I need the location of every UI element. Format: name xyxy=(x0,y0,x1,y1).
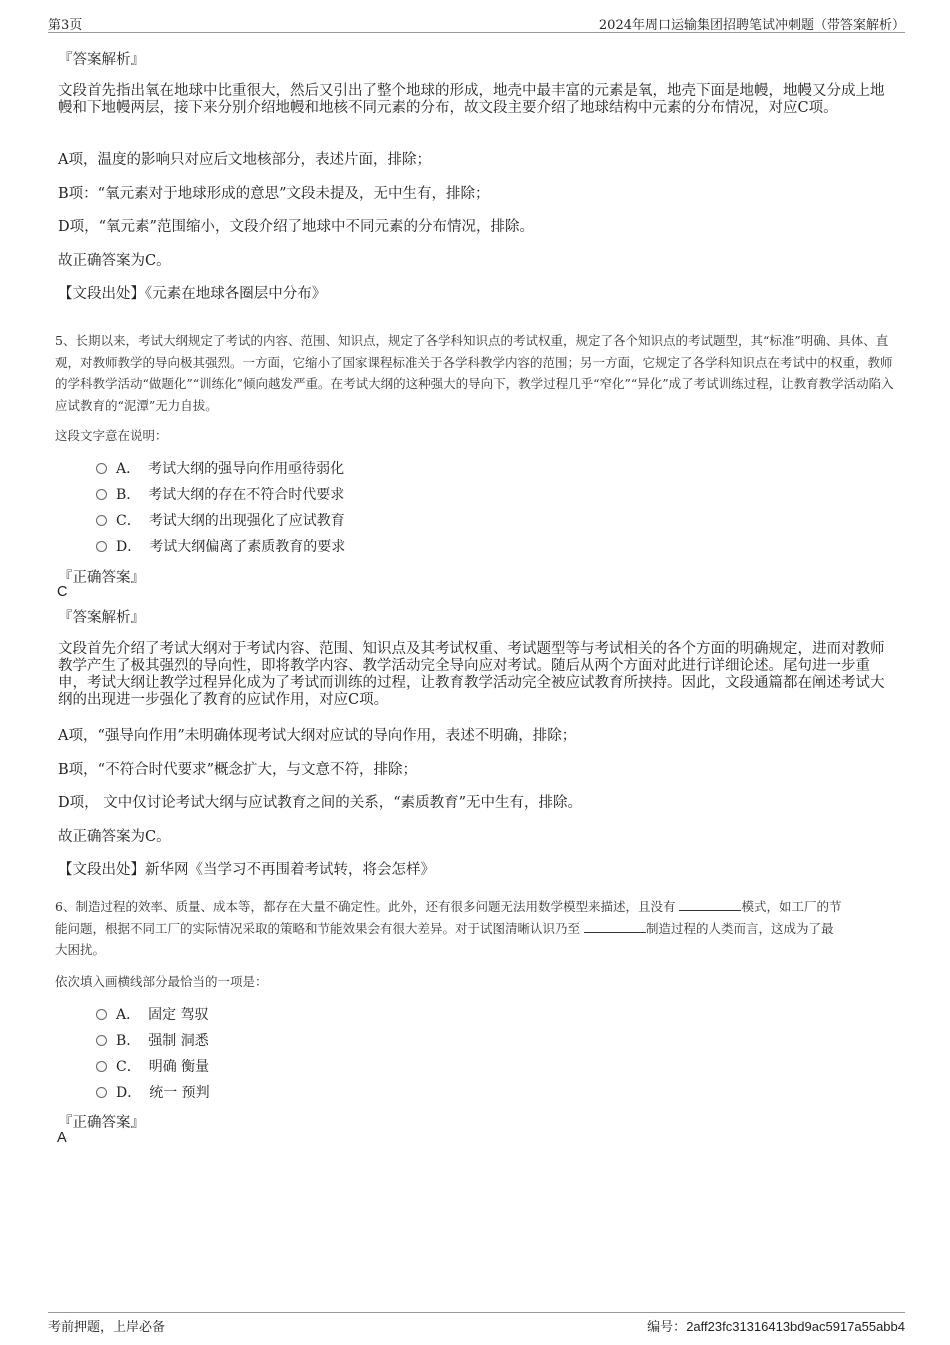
radio-icon[interactable] xyxy=(96,541,107,552)
question-5-option-b[interactable]: B． 考试大纲的存在不符合时代要求 xyxy=(96,485,344,505)
document-code: 编号：2aff23fc31316413bd9ac5917a55abb4 xyxy=(647,1319,905,1335)
option-a-analysis: A项，“强导向作用”未明确体现考试大纲对应试的导向作用，表述不明确，排除； xyxy=(58,728,577,744)
correct-answer-label: 『正确答案』 xyxy=(58,570,145,586)
option-a-analysis: A项，温度的影响只对应后文地核部分，表述片面，排除； xyxy=(58,152,431,168)
radio-icon[interactable] xyxy=(96,489,107,500)
fill-blank-1 xyxy=(679,898,741,911)
question-6-stem: 6、制造过程的效率、质量、成本等，都存在大量不确定性。此外，还有很多问题无法用数学模型来描述，且没有 模式，如工厂的节 能问题，根据不同工厂的实际情况采取的策略和节能效果会有很大差异。对于试图清晰认识乃至 制造过程的人类而言，这成为了最 大困扰。 xyxy=(55,899,842,957)
question-6-prompt: 依次填入画横线部分最恰当的一项是： xyxy=(55,974,268,989)
analysis-label: 『答案解析』 xyxy=(58,610,145,626)
source: 【文段出处】《元素在地球各圈层中分布》 xyxy=(58,286,327,302)
question-5-prompt: 这段文字意在说明： xyxy=(55,428,168,443)
page-footer xyxy=(48,1312,905,1335)
question-5-option-c[interactable]: C． 考试大纲的出现强化了应试教育 xyxy=(96,511,345,531)
radio-icon[interactable] xyxy=(96,515,107,526)
analysis-text: 文段首先介绍了考试大纲对于考试内容、范围、知识点及其考试权重、考试题型等与考试相关的各个方面的明确规定，进而对教师教学产生了极其强烈的导向性，即将教学内容、教学活动完全导向应对考试。随后从两个方面对此进行详细论述。尾句进一步重申，考试大纲让教学过程异化成为了考试而训练的过程，让教育教学活动完全被应试教育所挟持。因此，文段通篇都在阐述考试大纲的出现进一步强化了教育的应试作用，对应C项。 xyxy=(58,641,885,708)
question-6-option-c[interactable]: C． 明确 衡量 xyxy=(96,1057,209,1077)
source: 【文段出处】新华网《当学习不再围着考试转，将会怎样》 xyxy=(58,862,435,878)
correct-answer-label: 『正确答案』 xyxy=(58,1115,145,1131)
question-6-option-a[interactable]: A． 固定 驾驭 xyxy=(96,1005,209,1025)
radio-icon[interactable] xyxy=(96,1087,107,1098)
analysis-label: 『答案解析』 xyxy=(58,52,145,68)
document-title: 2024年周口运输集团招聘笔试冲刺题（带答案解析） xyxy=(598,18,905,33)
conclusion: 故正确答案为C。 xyxy=(58,829,171,845)
fill-blank-2 xyxy=(584,920,646,933)
page-header xyxy=(48,12,905,33)
question-6-option-b[interactable]: B． 强制 洞悉 xyxy=(96,1031,209,1051)
option-b-analysis: B项，“不符合时代要求”概念扩大，与文意不符，排除； xyxy=(58,762,417,778)
option-d-analysis: D项，“氧元素”范围缩小，文段介绍了地球中不同元素的分布情况，排除。 xyxy=(58,219,534,235)
question-5-stem: 5、长期以来，考试大纲规定了考试的内容、范围、知识点，规定了各学科知识点的考试权重，规定了各个知识点的考试题型，其“标准”明确、具体、直观，对教师教学的导向极其强烈。一方面，它缩小了国家课程标准关于各学科教学内容的范围；另一方面，它规定了各学科知识点在考试中的权重，教师的学科教学活动“做题化”“训练化”倾向越发严重。在考试大纲的这种强大的导向下，教学过程几乎“窄化”“异化”成了考试训练过程，让教育教学活动陷入应试教育的“泥潭”无力自拔。 xyxy=(55,333,894,413)
footer-slogan: 考前押题，上岸必备 xyxy=(48,1320,166,1335)
correct-answer: C xyxy=(57,584,68,600)
correct-answer: A xyxy=(57,1130,67,1146)
page-number: 第3页 xyxy=(48,18,83,33)
question-5-option-d[interactable]: D． 考试大纲偏离了素质教育的要求 xyxy=(96,537,345,557)
radio-icon[interactable] xyxy=(96,1009,107,1020)
radio-icon[interactable] xyxy=(96,1035,107,1046)
radio-icon[interactable] xyxy=(96,463,107,474)
option-b-analysis: B项：“氧元素对于地球形成的意思”文段未提及，无中生有，排除； xyxy=(58,186,490,202)
question-5-option-a[interactable]: A． 考试大纲的强导向作用亟待弱化 xyxy=(96,459,344,479)
option-d-analysis: D项， 文中仅讨论考试大纲与应试教育之间的关系，“素质教育”无中生有，排除。 xyxy=(58,795,583,811)
conclusion: 故正确答案为C。 xyxy=(58,253,171,269)
question-6-option-d[interactable]: D． 统一 预判 xyxy=(96,1083,210,1103)
analysis-text: 文段首先指出氧在地球中比重很大，然后又引出了整个地球的形成，地壳中最丰富的元素是氧，地壳下面是地幔，地幔又分成上地幔和下地幔两层，接下来分别介绍地幔和地核不同元素的分布，故文段主要介绍了地球结构中元素的分布情况，对应C项。 xyxy=(58,83,885,116)
radio-icon[interactable] xyxy=(96,1061,107,1072)
